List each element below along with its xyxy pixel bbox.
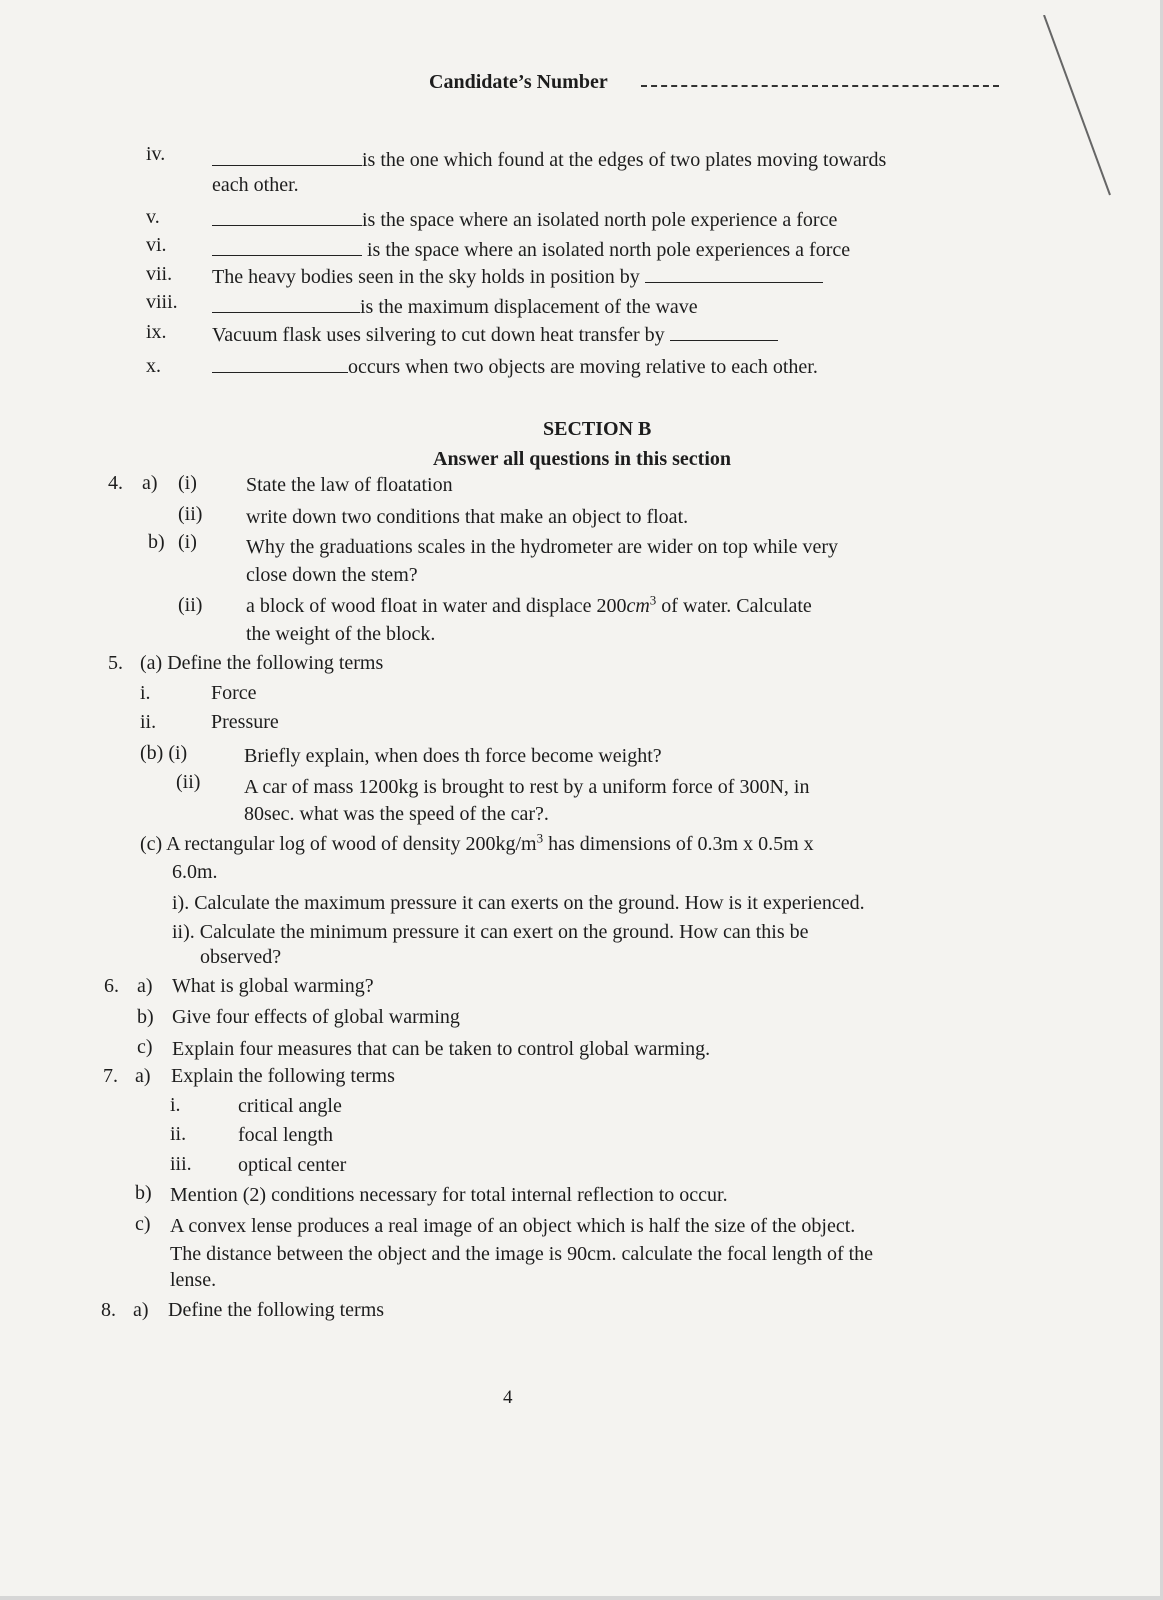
item-number: x. xyxy=(146,355,161,377)
question-text: lense. xyxy=(170,1269,217,1291)
part-label: a) xyxy=(133,1299,149,1321)
part-label: a) xyxy=(142,472,158,494)
question-text: Give four effects of global warming xyxy=(172,1006,460,1028)
question-text: Mention (2) conditions necessary for total internal reflection to occur. xyxy=(170,1184,728,1206)
question-text: a block of wood float in water and displace $200cm^3$ of water. Calculate xyxy=(246,592,812,617)
answer-blank xyxy=(212,354,348,373)
fill-in-item: is the space where an isolated north pole experience a force xyxy=(212,207,837,232)
fill-in-item: The heavy bodies seen in the sky holds in position by xyxy=(212,264,823,289)
section-instruction: Answer all questions in this section xyxy=(433,448,732,470)
answer-blank xyxy=(212,237,362,256)
subpart-label: i. xyxy=(170,1094,181,1116)
scan-bottom-edge xyxy=(0,1596,1163,1600)
question-text: Force xyxy=(211,682,257,704)
subpart-label: (i) xyxy=(178,472,197,494)
item-number: vi. xyxy=(146,234,167,256)
question-text: the weight of the block. xyxy=(246,623,436,645)
question-text: write down two conditions that make an object to float. xyxy=(246,506,689,528)
question-text: State the law of floatation xyxy=(246,474,453,496)
page-number: 4 xyxy=(503,1387,513,1408)
question-text: critical angle xyxy=(238,1095,342,1117)
candidate-number-field xyxy=(641,85,999,87)
fill-in-item: Vacuum flask uses silvering to cut down heat transfer by xyxy=(212,322,778,347)
subpart-label: (ii) xyxy=(178,594,203,616)
part-label: a) xyxy=(137,975,153,997)
item-number: v. xyxy=(146,206,160,228)
question-text: i). Calculate the maximum pressure it can exerts on the ground. How is it experienced. xyxy=(172,892,865,914)
question-text: (c) A rectangular log of wood of density $200kg/m^3$ has dimensions of 0.3m x 0.5m x xyxy=(140,830,814,855)
question-number: 4. xyxy=(108,472,123,494)
question-text: A car of mass 1200kg is brought to rest by a uniform force of 300N, in xyxy=(244,776,810,798)
question-text: 80sec. what was the speed of the car?. xyxy=(244,803,549,825)
part-label: c) xyxy=(135,1213,151,1235)
question-text: A convex lense produces a real image of an object which is half the size of the object. xyxy=(170,1215,856,1237)
question-text: observed? xyxy=(200,946,282,968)
paper-fold-line xyxy=(1040,15,1120,215)
answer-blank xyxy=(212,147,362,166)
question-text: optical center xyxy=(238,1154,347,1176)
answer-blank xyxy=(670,322,778,341)
answer-blank xyxy=(212,294,360,313)
fill-in-item: is the maximum displacement of the wave xyxy=(212,294,698,319)
fill-in-item-continuation: each other. xyxy=(212,174,299,196)
item-number: viii. xyxy=(146,291,178,313)
question-number: 5. xyxy=(108,652,123,674)
question-number: 8. xyxy=(101,1299,116,1321)
question-text: 6.0m. xyxy=(172,861,218,883)
question-text: Pressure xyxy=(211,711,279,733)
fill-in-item: is the one which found at the edges of two plates moving towards xyxy=(212,147,886,172)
subpart-label: (ii) xyxy=(176,771,201,793)
subpart-label: (b) (i) xyxy=(140,742,188,764)
subpart-label: (i) xyxy=(178,531,197,553)
question-number: 6. xyxy=(104,975,119,997)
subpart-label: ii. xyxy=(170,1123,187,1145)
subpart-label: ii. xyxy=(140,711,157,733)
question-text: close down the stem? xyxy=(246,564,418,586)
item-number: iv. xyxy=(146,143,166,165)
question-text: focal length xyxy=(238,1124,333,1146)
part-label: b) xyxy=(148,531,165,553)
question-text: Define the following terms xyxy=(168,1299,385,1321)
question-text: (a) Define the following terms xyxy=(140,652,384,674)
section-title: SECTION B xyxy=(543,418,652,440)
answer-blank xyxy=(645,264,823,283)
subpart-label: iii. xyxy=(170,1153,192,1175)
fill-in-item: is the space where an isolated north pole experiences a force xyxy=(212,237,850,262)
part-label: a) xyxy=(135,1065,151,1087)
subpart-label: i. xyxy=(140,682,151,704)
question-text: Why the graduations scales in the hydrometer are wider on top while very xyxy=(246,536,839,558)
part-label: c) xyxy=(137,1036,153,1058)
fill-in-item: occurs when two objects are moving relative to each other. xyxy=(212,354,818,379)
answer-blank xyxy=(212,207,362,226)
question-text: Explain the following terms xyxy=(171,1065,395,1087)
question-text: ii). Calculate the minimum pressure it can exert on the ground. How can this be xyxy=(172,921,809,943)
question-text: What is global warming? xyxy=(172,975,374,997)
question-text: Briefly explain, when does th force become weight? xyxy=(244,745,662,767)
candidate-number-label: Candidate’s Number xyxy=(429,71,608,93)
part-label: b) xyxy=(137,1006,154,1028)
question-number: 7. xyxy=(103,1065,118,1087)
part-label: b) xyxy=(135,1182,152,1204)
question-text: Explain four measures that can be taken to control global warming. xyxy=(172,1038,711,1060)
question-text: The distance between the object and the image is 90cm. calculate the focal length of the xyxy=(170,1243,874,1265)
subpart-label: (ii) xyxy=(178,503,203,525)
item-number: ix. xyxy=(146,321,167,343)
item-number: vii. xyxy=(146,263,173,285)
